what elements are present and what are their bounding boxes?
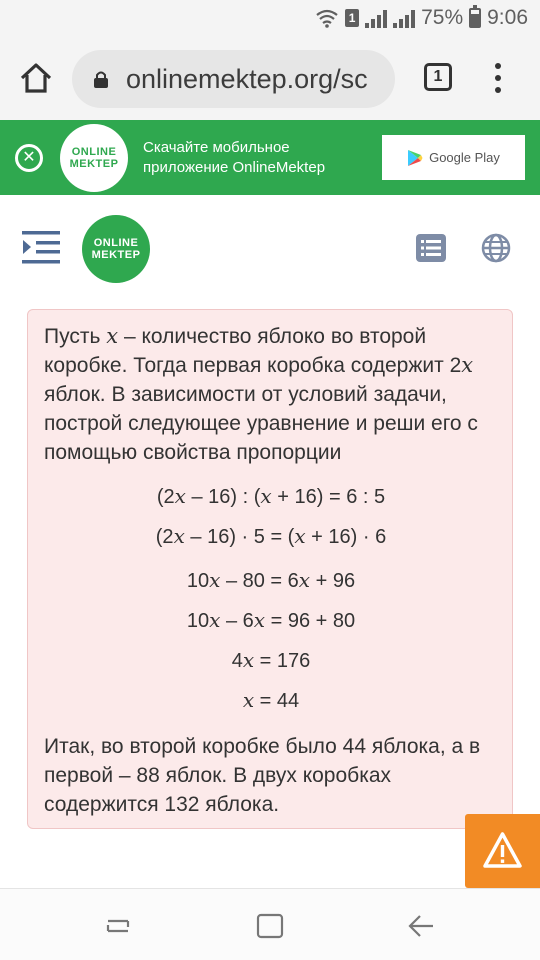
- address-bar[interactable]: [72, 50, 395, 108]
- site-logo-text: [82, 237, 150, 261]
- status-time: 9:06: [487, 6, 528, 29]
- google-play-icon: [407, 149, 423, 167]
- promo-logo-line2: MEKTEP: [69, 158, 119, 170]
- battery-percent: 75%: [421, 6, 464, 29]
- intro-part-b: – количество яблоко во второй коробке. Тогда первая коробка содержит 2: [44, 325, 462, 377]
- signal-icon: [365, 8, 387, 28]
- sim-badge: 1: [345, 9, 359, 27]
- status-bar: [0, 0, 540, 38]
- site-logo-line1: ONLINE: [93, 237, 139, 249]
- lock-icon: [92, 70, 110, 88]
- wifi-icon: [315, 8, 339, 28]
- solution-intro: [44, 322, 504, 467]
- intro-part-c: яблок. В зависимости от условий задачи, построй следующее уравнение и реши его с помощью свойства пропорции: [44, 383, 478, 464]
- intro-var-x-2: x: [461, 353, 474, 377]
- promo-text: Скачайте мобильное приложение OnlineMektep: [143, 139, 326, 176]
- site-logo[interactable]: [82, 215, 150, 283]
- google-play-label: Google Play: [429, 150, 500, 165]
- equation-line: x = 44: [242, 688, 300, 712]
- status-icons: [315, 6, 528, 30]
- battery-icon: [469, 8, 481, 28]
- google-play-button[interactable]: [382, 135, 525, 180]
- home-square-icon[interactable]: [256, 913, 284, 939]
- tabs-button[interactable]: 1: [424, 63, 452, 91]
- solution-conclusion: Итак, во второй коробке было 44 яблока, а в первой – 88 яблок. В двух коробках содержится 132 яблока.: [44, 735, 481, 816]
- close-icon[interactable]: ✕: [15, 144, 43, 172]
- promo-logo-text: [60, 146, 128, 170]
- app-promo-banner: [0, 120, 540, 195]
- recent-apps-icon[interactable]: [104, 913, 132, 939]
- intro-part-a: Пусть: [44, 325, 107, 348]
- list-icon[interactable]: [416, 234, 446, 262]
- equation-line: 10x – 80 = 6x + 96: [186, 568, 356, 592]
- solution-card: [27, 309, 513, 829]
- browser-toolbar: [0, 38, 540, 120]
- site-logo-line2: MEKTEP: [91, 249, 141, 261]
- promo-logo-line1: ONLINE: [71, 146, 117, 158]
- menu-open-icon[interactable]: [22, 229, 60, 265]
- intro-var-x: x: [106, 324, 119, 348]
- url-text: onlinemektep.org/sc: [126, 64, 368, 94]
- site-header: [0, 195, 540, 300]
- home-icon[interactable]: [18, 60, 54, 96]
- equation-line: 4x = 176: [231, 648, 311, 672]
- report-problem-button[interactable]: [465, 814, 540, 888]
- globe-icon[interactable]: [481, 233, 511, 263]
- signal-icon-2: [393, 8, 415, 28]
- system-nav-bar: [0, 888, 540, 960]
- equation-line: (2x – 16) · 5 = (x + 16) · 6: [155, 524, 387, 548]
- back-icon[interactable]: [406, 912, 436, 940]
- equation-line: (2x – 16) : (x + 16) = 6 : 5: [156, 484, 386, 508]
- promo-logo: [60, 124, 128, 192]
- more-vert-icon[interactable]: [490, 60, 506, 96]
- warning-icon: [465, 814, 540, 888]
- equation-line: 10x – 6x = 96 + 80: [186, 608, 356, 632]
